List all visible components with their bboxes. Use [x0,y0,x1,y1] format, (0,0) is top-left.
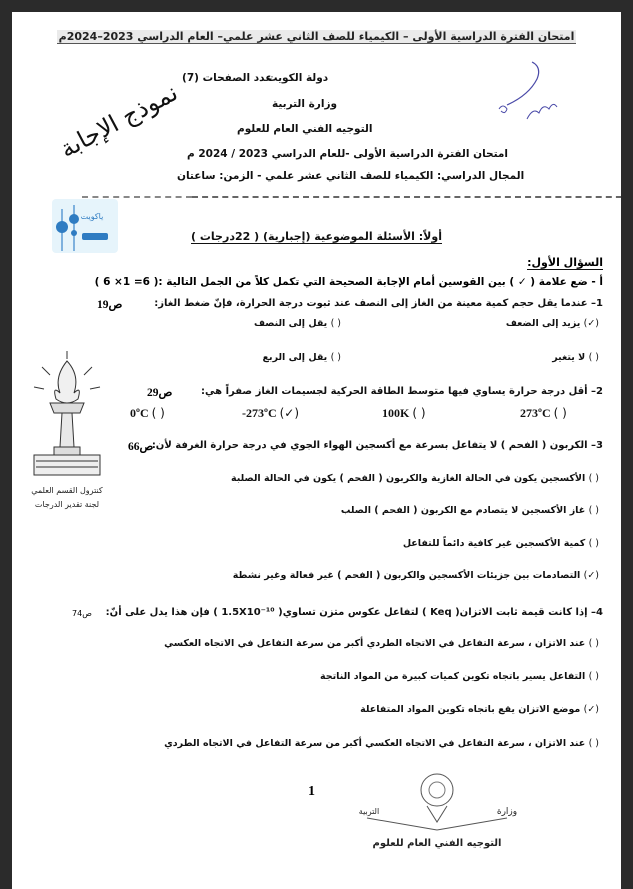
question-3-option-4[interactable]: (✓) التصادمات بين جزيئات الأكسجين والكربون ( الفحم ) غير فعالة وغير نشطة [232,570,599,581]
question-2-page-ref: ص29 [147,387,173,399]
checked-mark[interactable]: (✓) [279,406,300,420]
question-4-option-3[interactable]: (✓) موضع الاتزان يقع باتجاه تكوين المواد المتفاعلة [360,704,599,715]
question-heading: السؤال الأول: [527,256,603,269]
logo-text: ياكويت [80,212,104,221]
ministry-emblem-icon [347,772,527,852]
question-1-text: 1– عندما يقل حجم كمية معينة من الغاز إلى النصف عند ثبوت درجة الحرارة، فإنّ ضغط الغاز: [154,298,603,309]
kuwait-towers-logo-icon [50,197,120,255]
question-1-option-3[interactable]: ( ) لا يتغير [552,352,599,363]
guidance-name: التوجيه الفني العام للعلوم [237,123,373,135]
torch-caption-2: لجنة تقدير الدرجات [34,500,100,509]
page-number: 1 [308,784,315,799]
state-name: دولة الكويت [267,72,329,84]
question-2-option-4[interactable]: 0ºC ( ) [130,406,165,420]
empty-mark[interactable]: ( ) [588,473,599,484]
question-1-option-1[interactable]: (✓) يزيد إلى الضعف [505,318,599,329]
torch-stamp-icon [22,347,112,517]
question-3-option-1[interactable]: ( ) الأكسجين يكون في الحالة الغازية والكربون ( الفحم ) يكون في الحالة الصلبة [230,473,599,484]
question-2-option-1[interactable]: 273ºC ( ) [520,406,567,420]
question-2-text: 2– أقل درجة حرارة يساوي فيها متوسط الطاقة الحركية لجسيمات الغاز صفراً هي: [201,386,603,397]
answer-model-stamp: نموذج الإجابة [55,78,183,164]
question-1-option-2[interactable]: ( ) يقل إلى النصف [253,318,341,329]
empty-mark[interactable]: ( ) [588,505,599,516]
exam-title: امتحان الفترة الدراسية الأولى -للعام الدراسي 2023 / 2024 م [187,148,508,160]
empty-mark[interactable]: ( ) [151,406,165,420]
torch-caption-1: كنترول القسم العلمي [31,486,103,495]
subject-and-time: المجال الدراسي: الكيمياء للصف الثاني عشر علمي - الزمن: ساعتان [177,170,525,182]
empty-mark[interactable]: ( ) [588,352,599,363]
question-2-option-2[interactable]: 100K ( ) [382,406,426,420]
footer-ministry-right: التربية [358,807,380,816]
question-2-option-3[interactable]: -273ºC (✓) [242,406,300,420]
section-title: أولاً: الأسئلة الموضوعية (إجبارية) ( 22درجات ) [191,230,442,243]
instruction: أ - ضع علامة ( ✓ ) بين القوسين أمام الإجابة الصحيحة التي تكمل كلاً من الجمل التالية :( 6= 1× 6 ) [94,276,603,288]
question-3-text: 3– الكربون ( الفحم ) لا يتفاعل بسرعة مع أكسجين الهواء الجوي في درجة حرارة الغرفة لأن: [151,440,603,451]
checked-mark[interactable]: (✓) [583,570,599,581]
exam-page [12,12,621,889]
divider [192,196,621,198]
document-top-header: امتحان الفترة الدراسية الأولى – الكيمياء للصف الثاني عشر علمي– العام الدراسي 2023–2024م [58,30,575,43]
question-4-option-4[interactable]: ( ) عند الاتزان ، سرعة التفاعل في الاتجاه العكسي أكبر من سرعة التفاعل في الاتجاه الطردي [164,738,599,749]
question-3-option-3[interactable]: ( ) كمية الأكسجين غير كافية دائماً للتفاعل [402,538,599,549]
checked-mark[interactable]: (✓) [583,704,599,715]
empty-mark[interactable]: ( ) [588,638,599,649]
pages-count: عدد الصفحات (7) [182,72,273,84]
empty-mark[interactable]: ( ) [588,738,599,749]
empty-mark[interactable]: ( ) [330,352,341,363]
empty-mark[interactable]: ( ) [588,671,599,682]
checked-mark[interactable]: (✓) [583,318,599,329]
question-4-page-ref: ص74 [72,609,92,618]
question-4-option-2[interactable]: ( ) التفاعل يسير باتجاه تكوين كميات كبيرة من المواد الناتجة [319,671,599,682]
question-4-text: 4– إذا كانت قيمة ثابت الاتزان( Keq ) لتفاعل عكوس متزن تساوي( 1.5X10⁻¹⁰ ) فإن هذا يدل على أنّ: [105,607,603,618]
question-1-page-ref: ص19 [97,299,123,311]
question-4-option-1[interactable]: ( ) عند الاتزان ، سرعة التفاعل في الاتجاه الطردي أكبر من سرعة التفاعل في الاتجاه العكسي [164,638,599,649]
empty-mark[interactable]: ( ) [588,538,599,549]
footer-guidance: التوجيه الفني العام للعلوم [372,838,502,849]
question-3-option-2[interactable]: ( ) غاز الأكسجين لا يتصادم مع الكربون ( الفحم ) الصلب [340,505,599,516]
footer-ministry-left: وزارة [496,807,518,817]
signature-icon [487,57,587,127]
question-1-option-4[interactable]: ( ) يقل إلى الربع [262,352,341,363]
empty-mark[interactable]: ( ) [553,406,567,420]
question-3-page-ref: ص66 [128,441,154,453]
empty-mark[interactable]: ( ) [330,318,341,329]
empty-mark[interactable]: ( ) [412,406,426,420]
ministry-name: وزارة التربية [272,98,338,110]
